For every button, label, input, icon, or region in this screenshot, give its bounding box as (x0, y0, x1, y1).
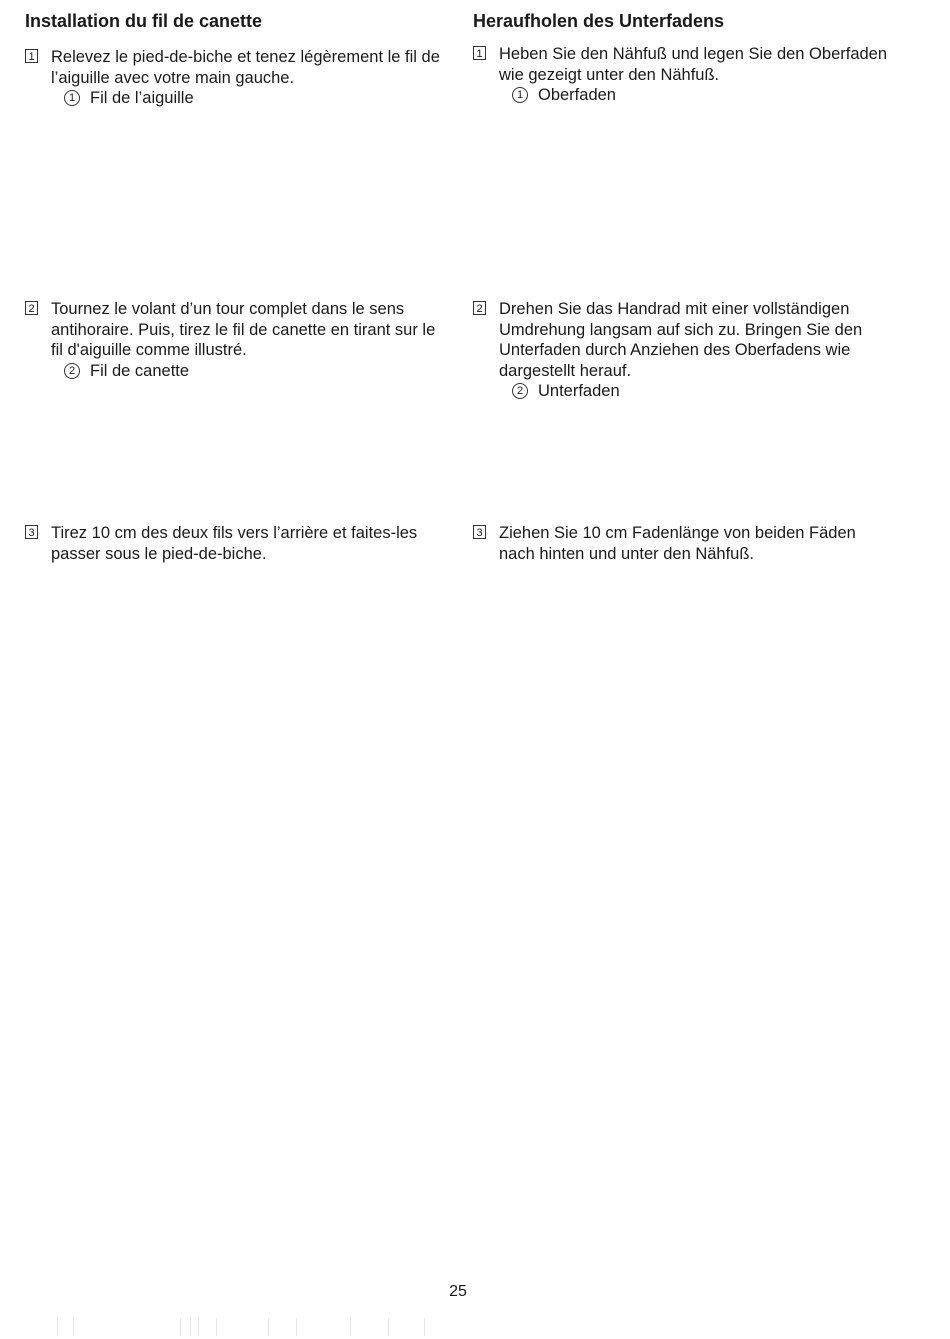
circled-number: 2 (64, 363, 80, 379)
french-heading: Installation du fil de canette (25, 11, 263, 31)
circled-number: 1 (64, 90, 80, 106)
callout-item (512, 381, 893, 402)
callout-item (512, 85, 893, 106)
callout-item (64, 361, 445, 382)
step-text: Relevez le pied-de-biche et tenez légèrement le fil de l’aiguille avec votre main gauche. (51, 48, 440, 87)
page-number: 25 (449, 1283, 467, 1300)
callout-label: Oberfaden (538, 86, 616, 104)
footer-registration-marks (0, 1318, 950, 1338)
step-text: Heben Sie den Nähfuß und legen Sie den Oberfaden wie gezeigt unter den Nähfuß. (499, 45, 888, 84)
german-step-3 (473, 523, 893, 564)
callout-label: Fil de l’aiguille (90, 89, 194, 107)
step-number-box: 1 (473, 46, 486, 60)
step-number-box: 3 (25, 525, 38, 539)
step-number-box: 2 (25, 301, 38, 315)
callout-label: Fil de canette (90, 361, 190, 380)
french-step-3 (25, 523, 445, 564)
french-column (25, 10, 445, 563)
step-number-box: 1 (25, 49, 38, 63)
german-column (473, 10, 893, 563)
step-text: Tirez 10 cm des deux fils vers l’arrière et faites-les passer sous le pied-de-biche. (51, 524, 418, 563)
step-number-box: 2 (473, 301, 486, 315)
circled-number: 1 (512, 87, 528, 103)
circled-number: 2 (512, 383, 528, 399)
german-heading: Heraufholen des Unterfadens (473, 11, 725, 31)
step-number-box: 3 (473, 525, 486, 539)
german-step-1 (473, 44, 893, 106)
callout-label: Unterfaden (538, 382, 620, 400)
callout-item (64, 88, 445, 109)
step-text: Drehen Sie das Handrad mit einer vollständigen Umdrehung langsam auf sich zu. Bringen Sie den Unterfaden durch Anziehen des Oberfadens wie dargestellt herauf. (499, 300, 863, 380)
step-text: Ziehen Sie 10 cm Fadenlänge von beiden Fäden nach hinten und unter den Nähfuß. (499, 524, 856, 563)
step-text: Tournez le volant d’un tour complet dans le sens antihoraire. Puis, tirez le fil de canette en tirant sur le fil d'aiguille comme illustré. (51, 300, 436, 359)
french-step-1 (25, 47, 445, 109)
german-step-2 (473, 299, 893, 402)
french-step-2 (25, 299, 445, 381)
